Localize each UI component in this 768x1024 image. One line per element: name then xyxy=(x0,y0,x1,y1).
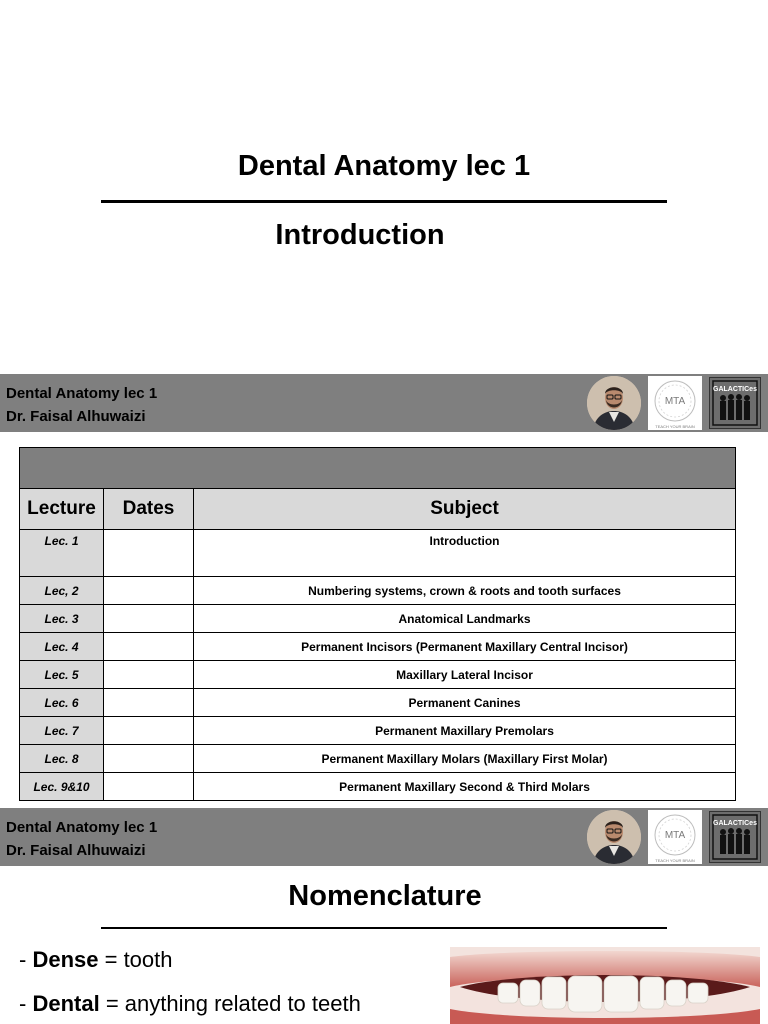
mta-logo-text: MTA xyxy=(664,396,686,407)
bullet-definition: = tooth xyxy=(98,947,173,972)
table-row xyxy=(20,745,736,773)
banner-course-title: Dental Anatomy lec 1 xyxy=(6,819,158,836)
title-divider xyxy=(101,200,667,203)
lecture-table xyxy=(19,447,736,801)
date-cell xyxy=(104,661,194,689)
subject-cell: Permanent Canines xyxy=(194,689,736,717)
subject-cell: Numbering systems, crown & roots and tooth surfaces xyxy=(194,577,736,605)
lecture-cell: Lec. 8 xyxy=(20,745,104,773)
slide-subtitle: Introduction xyxy=(275,219,445,251)
date-cell xyxy=(104,717,194,745)
banner-instructor-name: Dr. Faisal Alhuwaizi xyxy=(6,842,146,859)
bullet-definition: = anything related to teeth xyxy=(99,991,361,1016)
subject-cell: Anatomical Landmarks xyxy=(194,605,736,633)
date-cell xyxy=(104,530,194,577)
table-row xyxy=(20,633,736,661)
table-row xyxy=(20,577,736,605)
table-header-row xyxy=(20,489,736,530)
table-top-band xyxy=(20,448,736,489)
lecture-cell: Lec, 2 xyxy=(20,577,104,605)
lecture-schedule xyxy=(19,447,735,801)
header-dates: Dates xyxy=(104,489,194,530)
galactic-logo-text: GALACTICes xyxy=(713,386,757,393)
lecture-cell: Lec. 9&10 xyxy=(20,773,104,801)
lecture-cell: Lec. 6 xyxy=(20,689,104,717)
bullet-dense xyxy=(19,947,173,973)
galactic-logo xyxy=(709,377,761,429)
date-cell xyxy=(104,577,194,605)
nomenclature-title: Nomenclature xyxy=(288,880,482,912)
lecture-cell: Lec. 3 xyxy=(20,605,104,633)
bullet-prefix: - xyxy=(19,991,33,1016)
banner-course-title: Dental Anatomy lec 1 xyxy=(6,385,158,402)
bullet-term: Dental xyxy=(32,991,100,1016)
subject-cell: Permanent Maxillary Molars (Maxillary First Molar) xyxy=(194,745,736,773)
bullet-term: Dense xyxy=(32,947,99,972)
mta-logo xyxy=(648,376,702,430)
lecture-cell: Lec. 4 xyxy=(20,633,104,661)
subject-cell: Permanent Maxillary Second & Third Molars xyxy=(194,773,736,801)
galactic-logo xyxy=(709,811,761,863)
bullet-prefix: - xyxy=(19,947,33,972)
date-cell xyxy=(104,773,194,801)
date-cell xyxy=(104,745,194,773)
subject-cell: Maxillary Lateral Incisor xyxy=(194,661,736,689)
mta-logo xyxy=(648,810,702,864)
nomenclature-divider xyxy=(101,927,667,929)
header-banner xyxy=(0,374,768,432)
header-lecture: Lecture xyxy=(20,489,104,530)
subject-cell: Permanent Maxillary Premolars xyxy=(194,717,736,745)
header-banner xyxy=(0,808,768,866)
galactic-logo-text: GALACTICes xyxy=(713,820,757,827)
subject-cell: Introduction xyxy=(194,530,736,577)
banner-instructor-name: Dr. Faisal Alhuwaizi xyxy=(6,408,146,425)
lecture-cell: Lec. 1 xyxy=(20,530,104,577)
smile-teeth-photo xyxy=(450,947,760,1024)
mta-logo-tagline: TEACH YOUR BRAIN xyxy=(655,424,695,429)
table-row xyxy=(20,605,736,633)
title-slide xyxy=(0,0,768,374)
date-cell xyxy=(104,605,194,633)
instructor-portrait-icon xyxy=(587,376,641,430)
table-band-cell xyxy=(20,448,736,489)
date-cell xyxy=(104,689,194,717)
table-row xyxy=(20,689,736,717)
lecture-cell: Lec. 7 xyxy=(20,717,104,745)
subject-cell: Permanent Incisors (Permanent Maxillary Central Incisor) xyxy=(194,633,736,661)
bullet-dental xyxy=(19,991,361,1017)
mta-logo-text: MTA xyxy=(664,830,686,841)
mta-logo-tagline: TEACH YOUR BRAIN xyxy=(655,858,695,863)
date-cell xyxy=(104,633,194,661)
lecture-cell: Lec. 5 xyxy=(20,661,104,689)
instructor-portrait-icon xyxy=(587,810,641,864)
table-row xyxy=(20,773,736,801)
table-row xyxy=(20,661,736,689)
slide-title: Dental Anatomy lec 1 xyxy=(237,150,531,182)
header-subject: Subject xyxy=(194,489,736,530)
table-row xyxy=(20,717,736,745)
table-row xyxy=(20,530,736,577)
